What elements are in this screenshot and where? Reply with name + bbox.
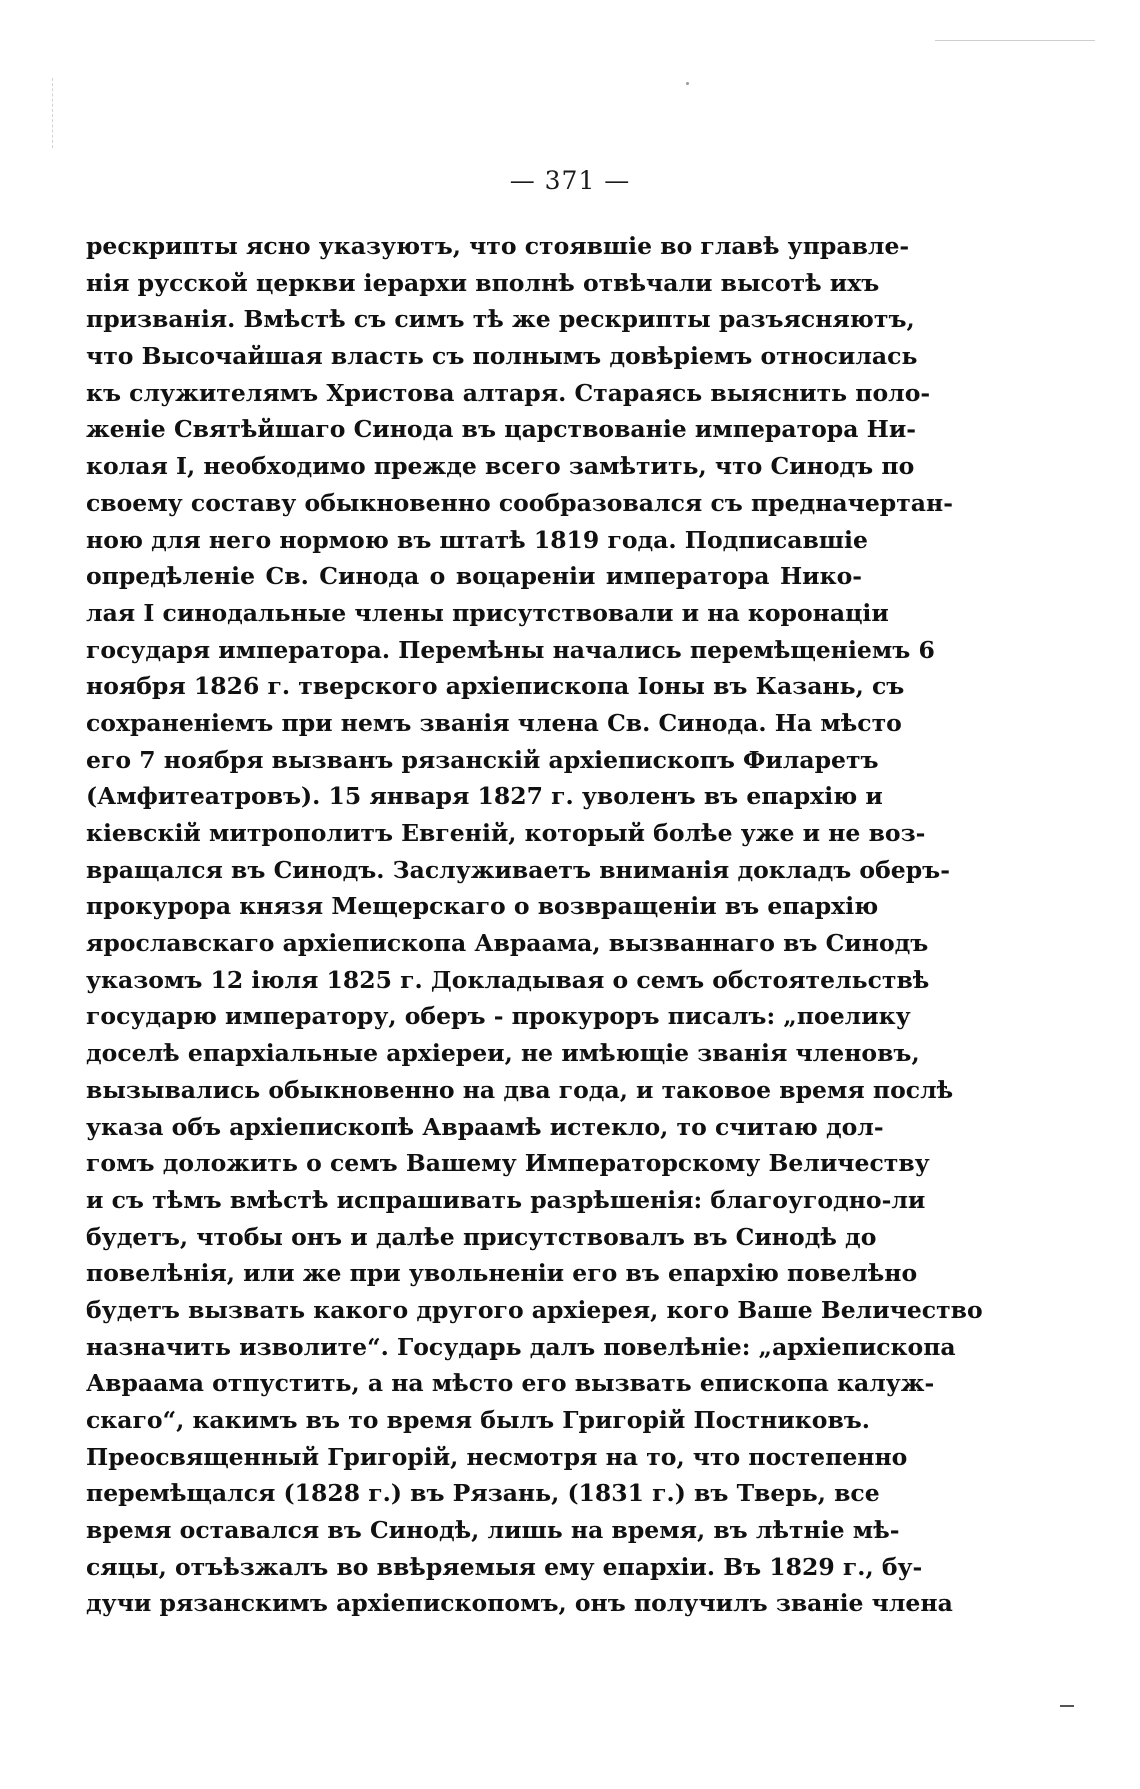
text-line: назначить изволите“. Государь далъ повелѣніе: „архіепископа [86,1332,956,1361]
text-line: ною для него нормою въ штатѣ 1819 года. Подписавшіе [86,525,868,554]
text-line: своему составу обыкновенно сообразовался съ предначертан- [86,488,953,517]
text-line: его 7 ноября вызванъ рязанскій архіепископъ Филаретъ [86,745,879,774]
text-line: Преосвященный Григорій, несмотря на то, что постепенно [86,1442,908,1471]
text-line: что Высочайшая власть съ полнымъ довѣріемъ относилась [86,342,918,371]
text-line: гомъ доложить о семъ Вашему Императорскому Величеству [86,1149,930,1178]
scan-edge-mark-left [52,78,53,148]
text-line: (Амфитеатровъ). 15 января 1827 г. уволенъ въ епархію и [86,782,883,811]
text-line: государю императору, оберъ - прокуроръ писалъ: „поелику [86,1002,911,1031]
text-line: колая I, необходимо прежде всего замѣтить, что Синодъ по [86,452,915,481]
text-line: сяцы, отъѣзжалъ во ввѣряемыя ему епархіи. Въ 1829 г., бу- [86,1552,923,1581]
text-line: женіе Святѣйшаго Синода въ царствованіе императора Ни- [86,415,917,444]
text-line: кіевскій митрополитъ Евгеній, который болѣе уже и не воз- [86,819,926,847]
text-line: государя императора. Перемѣны начались перемѣщеніемъ 6 [86,635,935,664]
text-line: указа объ архіепископѣ Авраамѣ истекло, то считаю дол- [86,1112,884,1141]
text-line: указомъ 12 іюля 1825 г. Докладывая о семъ обстоятельствѣ [86,965,930,994]
text-line: прокурора князя Мещерскаго о возвращеніи въ епархію [86,892,879,921]
scan-speck [686,82,689,85]
page-number: — 371 — [509,166,631,195]
text-line: скаго“, какимъ въ то время былъ Григорій Постниковъ. [86,1406,870,1434]
text-line: ноября 1826 г. тверского архіепископа Іоны въ Казань, съ [86,672,905,701]
text-line: сохраненіемъ при немъ званія члена Св. Синода. На мѣсто [86,708,902,737]
scan-edge-mark [935,40,1095,41]
text-line: вызывались обыкновенно на два года, и таковое время послѣ [86,1075,954,1104]
text-line: нія русской церкви іерархи вполнѣ отвѣчали высотѣ ихъ [86,268,880,297]
text-line: лая I синодальные члены присутствовали и на коронаціи [86,598,889,627]
text-line: время оставался въ Синодѣ, лишь на время, въ лѣтніе мѣ- [86,1516,900,1545]
text-line: вращался въ Синодъ. Заслуживаетъ вниманія докладъ оберъ- [86,855,950,884]
text-line: ярославскаго архіепископа Авраама, вызваннаго въ Синодъ [86,929,929,958]
text-line: опредѣленіе Св. Синода о воцареніи императора Нико- [86,562,862,591]
text-line: доселѣ епархіальные архіереи, не имѣющіе званія членовъ, [86,1039,920,1068]
text-line: призванія. Вмѣстѣ съ симъ тѣ же рескрипты разъясняютъ, [86,305,915,334]
text-line: Авраама отпустить, а на мѣсто его вызвать епископа калуж- [86,1369,935,1398]
text-line: повелѣнія, или же при увольненіи его въ епархію повелѣно [86,1259,918,1288]
body-text [86,228,983,1622]
text-line: будетъ, чтобы онъ и далѣе присутствовалъ въ Синодѣ до [86,1222,877,1251]
text-line: къ служителямъ Христова алтаря. Стараясь выяснить поло- [86,378,931,407]
scan-edge-dash [1060,1705,1074,1707]
text-line: будетъ вызвать какого другого архіерея, кого Ваше Величество [86,1295,983,1324]
text-line: и съ тѣмъ вмѣстѣ испрашивать разрѣшенія: благоугодно-ли [86,1185,926,1214]
text-line: перемѣщался (1828 г.) въ Рязань, (1831 г.) въ Тверь, все [86,1479,880,1508]
text-line: рескрипты ясно указуютъ, что стоявшіе во главѣ управле- [86,232,910,260]
text-line: дучи рязанскимъ архіепископомъ, онъ получилъ званіе члена [86,1589,953,1618]
